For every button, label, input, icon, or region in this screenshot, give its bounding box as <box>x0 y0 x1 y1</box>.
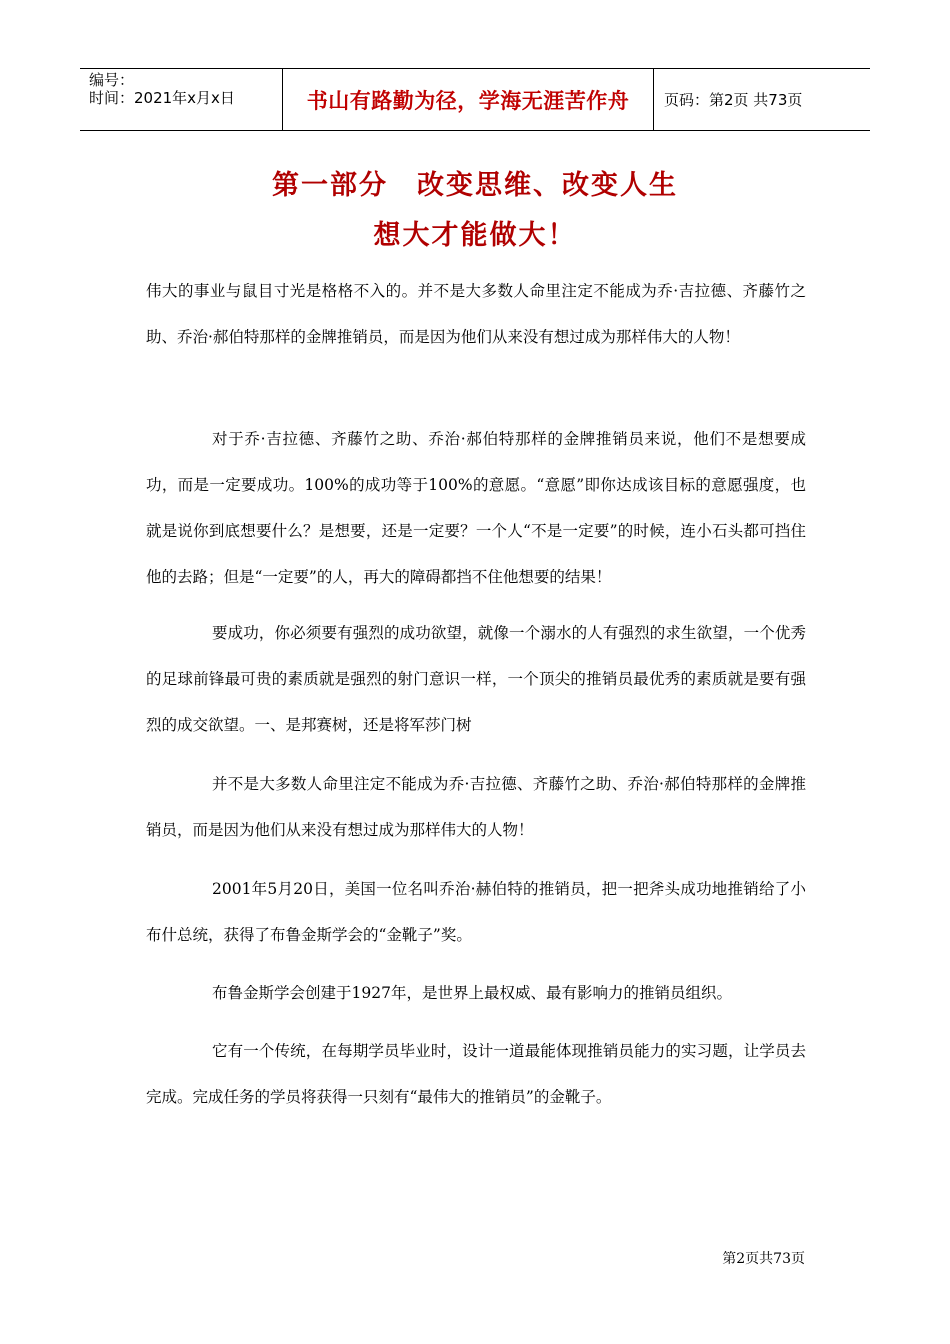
paragraph: 2001年5月20日，美国一位名叫乔治·赫伯特的推销员，把一把斧头成功地推销给了小布什总统，获得了布鲁金斯学会的“金靴子”奖。 <box>146 880 806 944</box>
document-date: 时间：2021年x月x日 <box>89 89 235 107</box>
paragraph: 并不是大多数人命里注定不能成为乔·吉拉德、齐藤竹之助、乔治·郝伯特那样的金牌推销员，而是因为他们从来没有想过成为那样伟大的人物！ <box>146 775 806 839</box>
paragraph: 它有一个传统，在每期学员毕业时，设计一道最能体现推销员能力的实习题，让学员去完成。完成任务的学员将获得一只刻有“最伟大的推销员”的金靴子。 <box>146 1042 806 1106</box>
chapter-title: 第一部分 改变思维、改变人生 <box>272 170 678 201</box>
page-header <box>80 68 870 131</box>
header-meta <box>80 69 282 130</box>
paragraph: 对于乔·吉拉德、齐藤竹之助、乔治·郝伯特那样的金牌推销员来说，他们不是想要成功，而是一定要成功。100%的成功等于100%的意愿。“意愿”即你达成该目标的意愿强度，也就是说你到底想要什么？是想要，还是一定要？一个人“不是一定要”的时候，连小石头都可挡住他的去路；但是“一定要”的人，再大的障碍都挡不住他想要的结果！ <box>146 430 806 586</box>
header-page-number: 页码：第2页 共73页 <box>664 91 803 109</box>
paragraph: 伟大的事业与鼠目寸光是格格不入的。并不是大多数人命里注定不能成为乔·吉拉德、齐藤竹之助、乔治·郝伯特那样的金牌推销员，而是因为他们从来没有想过成为那样伟大的人物！ <box>146 282 806 346</box>
header-motto: 书山有路勤为径，学海无涯苦作舟 <box>282 69 654 130</box>
section-title: 想大才能做大！ <box>373 220 577 251</box>
page-footer-number: 第2页共73页 <box>722 1251 805 1267</box>
paragraph: 要成功，你必须要有强烈的成功欲望，就像一个溺水的人有强烈的求生欲望，一个优秀的足球前锋最可贵的素质就是强烈的射门意识一样，一个顶尖的推销员最优秀的素质就是要有强烈的成交欲望。一、是邦赛树，还是将军莎门树 <box>146 624 806 734</box>
paragraph: 布鲁金斯学会创建于1927年，是世界上最权威、最有影响力的推销员组织。 <box>212 984 732 1002</box>
document-number: 编号： <box>89 71 135 89</box>
